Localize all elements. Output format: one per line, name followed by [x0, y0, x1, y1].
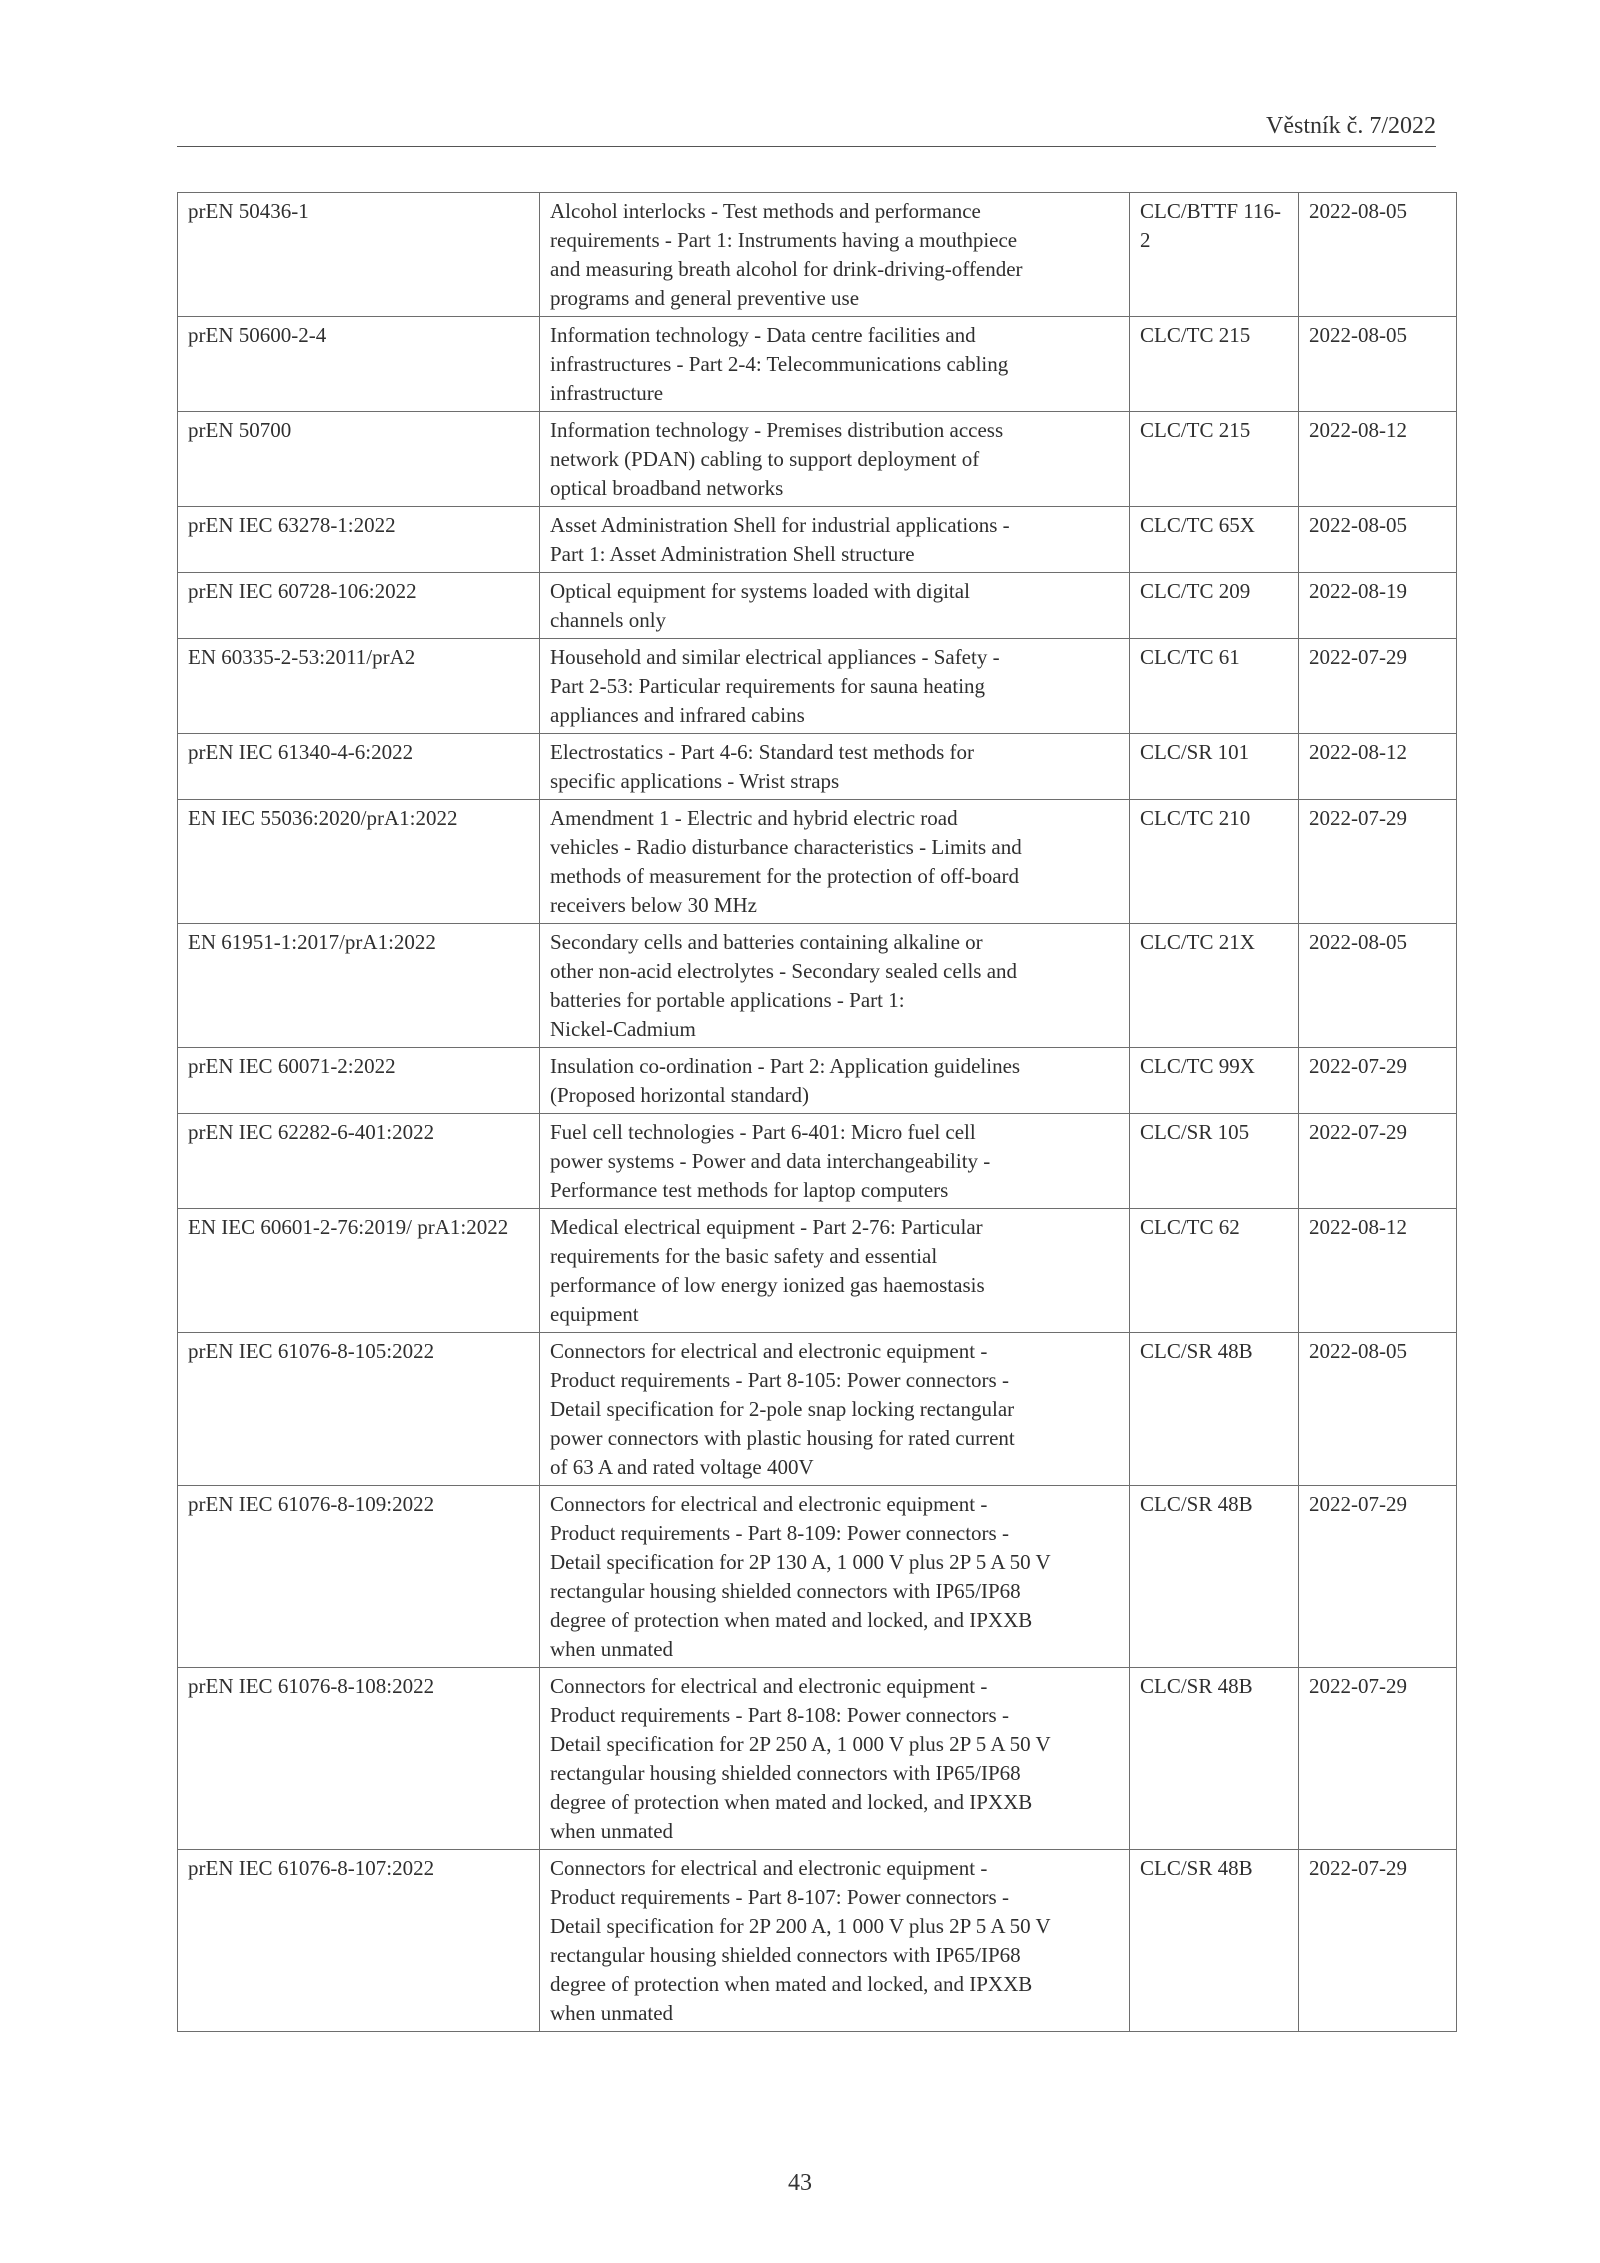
standard-code: prEN 50700 — [178, 412, 540, 507]
standard-title-line: rectangular housing shielded connectors with IP65/IP68 — [550, 1579, 1021, 1603]
standard-title-line: rectangular housing shielded connectors with IP65/IP68 — [550, 1943, 1021, 1967]
standard-title-line: infrastructure — [550, 381, 664, 405]
standard-code: prEN IEC 61340-4-6:2022 — [178, 734, 540, 800]
standard-code: prEN IEC 62282-6-401:2022 — [178, 1114, 540, 1209]
standard-title-line: appliances and infrared cabins — [550, 703, 805, 727]
standard-title-line: performance of low energy ionized gas haemostasis — [550, 1273, 985, 1297]
standard-title-line: channels only — [550, 608, 667, 632]
standard-title-line: requirements for the basic safety and essential — [550, 1244, 938, 1268]
comment-deadline: 2022-08-12 — [1299, 412, 1457, 507]
comment-deadline: 2022-07-29 — [1299, 1486, 1457, 1668]
standard-title-line: Nickel-Cadmium — [550, 1017, 696, 1041]
standard-title-line: Connectors for electrical and electronic equipment - — [550, 1492, 988, 1516]
standard-title-line: Detail specification for 2P 200 A, 1 000 V plus 2P 5 A 50 V — [550, 1914, 1051, 1938]
standard-title — [540, 193, 1130, 317]
standard-title — [540, 1486, 1130, 1668]
technical-committee: CLC/SR 101 — [1130, 734, 1299, 800]
standard-title-line: Detail specification for 2P 130 A, 1 000 V plus 2P 5 A 50 V — [550, 1550, 1051, 1574]
standard-title-line: Asset Administration Shell for industrial applications - — [550, 513, 1010, 537]
page-header — [177, 112, 1436, 147]
standard-title-line: Product requirements - Part 8-107: Power connectors - — [550, 1885, 1009, 1909]
standard-title-line: Part 1: Asset Administration Shell structure — [550, 542, 915, 566]
standard-title — [540, 734, 1130, 800]
technical-committee: CLC/SR 48B — [1130, 1486, 1299, 1668]
standard-code: prEN IEC 63278-1:2022 — [178, 507, 540, 573]
technical-committee: CLC/TC 62 — [1130, 1209, 1299, 1333]
standard-title-line: rectangular housing shielded connectors with IP65/IP68 — [550, 1761, 1021, 1785]
table-row — [178, 573, 1457, 639]
standard-code: prEN IEC 61076-8-105:2022 — [178, 1333, 540, 1486]
standard-title-line: and measuring breath alcohol for drink-driving-offender — [550, 257, 1023, 281]
standard-title-line: of 63 A and rated voltage 400V — [550, 1455, 814, 1479]
table-row — [178, 1850, 1457, 2032]
standard-title-line: network (PDAN) cabling to support deployment of — [550, 447, 980, 471]
standard-title-line: degree of protection when mated and locked, and IPXXB — [550, 1608, 1033, 1632]
standard-title-line: Performance test methods for laptop computers — [550, 1178, 949, 1202]
standard-title-line: Electrostatics - Part 4-6: Standard test methods for — [550, 740, 974, 764]
technical-committee: CLC/TC 61 — [1130, 639, 1299, 734]
standard-title — [540, 1048, 1130, 1114]
standard-title — [540, 800, 1130, 924]
comment-deadline: 2022-08-05 — [1299, 924, 1457, 1048]
comment-deadline: 2022-08-12 — [1299, 734, 1457, 800]
standard-title-line: degree of protection when mated and locked, and IPXXB — [550, 1972, 1033, 1996]
standard-title — [540, 1114, 1130, 1209]
table-row — [178, 193, 1457, 317]
comment-deadline: 2022-08-12 — [1299, 1209, 1457, 1333]
standard-title-line: vehicles - Radio disturbance characteristics - Limits and — [550, 835, 1022, 859]
technical-committee: CLC/TC 215 — [1130, 317, 1299, 412]
standard-title-line: Connectors for electrical and electronic equipment - — [550, 1856, 988, 1880]
standard-title-line: specific applications - Wrist straps — [550, 769, 840, 793]
standard-code: prEN 50436-1 — [178, 193, 540, 317]
table-row — [178, 1668, 1457, 1850]
standard-code: EN IEC 60601-2-76:2019/ prA1:2022 — [178, 1209, 540, 1333]
table-row — [178, 507, 1457, 573]
standard-title — [540, 924, 1130, 1048]
table-row — [178, 412, 1457, 507]
standard-title-line: Fuel cell technologies - Part 6-401: Micro fuel cell — [550, 1120, 976, 1144]
standard-code: prEN IEC 60728-106:2022 — [178, 573, 540, 639]
standard-title-line: Secondary cells and batteries containing alkaline or — [550, 930, 983, 954]
standard-title-line: Detail specification for 2P 250 A, 1 000 V plus 2P 5 A 50 V — [550, 1732, 1051, 1756]
standard-title-line: Detail specification for 2-pole snap locking rectangular — [550, 1397, 1015, 1421]
comment-deadline: 2022-07-29 — [1299, 1668, 1457, 1850]
table-row — [178, 1486, 1457, 1668]
standard-title-line: Optical equipment for systems loaded with digital — [550, 579, 970, 603]
comment-deadline: 2022-07-29 — [1299, 1114, 1457, 1209]
technical-committee: CLC/SR 105 — [1130, 1114, 1299, 1209]
standard-title — [540, 573, 1130, 639]
technical-committee: CLC/TC 21X — [1130, 924, 1299, 1048]
standard-title-line: Alcohol interlocks - Test methods and performance — [550, 199, 981, 223]
standard-title-line: Amendment 1 - Electric and hybrid electric road — [550, 806, 958, 830]
table-row — [178, 1333, 1457, 1486]
technical-committee: CLC/TC 210 — [1130, 800, 1299, 924]
technical-committee: CLC/TC 209 — [1130, 573, 1299, 639]
standard-title-line: optical broadband networks — [550, 476, 784, 500]
standard-title-line: Information technology - Premises distribution access — [550, 418, 1004, 442]
table-row — [178, 639, 1457, 734]
table-row — [178, 924, 1457, 1048]
standard-title-line: requirements - Part 1: Instruments having a mouthpiece — [550, 228, 1018, 252]
standard-code: prEN IEC 61076-8-107:2022 — [178, 1850, 540, 2032]
standard-title-line: (Proposed horizontal standard) — [550, 1083, 809, 1107]
technical-committee: CLC/TC 99X — [1130, 1048, 1299, 1114]
standard-title — [540, 1668, 1130, 1850]
standard-code: EN 60335-2-53:2011/prA2 — [178, 639, 540, 734]
standard-title-line: when unmated — [550, 2001, 674, 2025]
comment-deadline: 2022-08-05 — [1299, 317, 1457, 412]
standard-title-line: Product requirements - Part 8-108: Power connectors - — [550, 1703, 1009, 1727]
standard-title — [540, 507, 1130, 573]
standard-title-line: batteries for portable applications - Part 1: — [550, 988, 905, 1012]
standard-title-line: Insulation co-ordination - Part 2: Application guidelines — [550, 1054, 1021, 1078]
standard-title — [540, 1850, 1130, 2032]
standard-title — [540, 317, 1130, 412]
standard-title-line: programs and general preventive use — [550, 286, 860, 310]
page-number: 43 — [788, 2170, 812, 2196]
table-row — [178, 317, 1457, 412]
standard-title-line: Connectors for electrical and electronic equipment - — [550, 1339, 988, 1363]
standard-title-line: infrastructures - Part 2-4: Telecommunications cabling — [550, 352, 1009, 376]
table-row — [178, 1048, 1457, 1114]
standards-table-body — [178, 193, 1457, 2032]
standard-code: EN IEC 55036:2020/prA1:2022 — [178, 800, 540, 924]
standard-title-line: when unmated — [550, 1637, 674, 1661]
comment-deadline: 2022-08-19 — [1299, 573, 1457, 639]
table-row — [178, 1114, 1457, 1209]
publication-title: Věstník č. 7/2022 — [1266, 113, 1436, 139]
standard-title-line: when unmated — [550, 1819, 674, 1843]
technical-committee: CLC/SR 48B — [1130, 1850, 1299, 2032]
standard-title-line: methods of measurement for the protection of off-board — [550, 864, 1020, 888]
standard-title — [540, 1333, 1130, 1486]
standard-title-line: equipment — [550, 1302, 639, 1326]
standard-title — [540, 639, 1130, 734]
standard-code: prEN IEC 61076-8-108:2022 — [178, 1668, 540, 1850]
standards-table — [177, 192, 1457, 2032]
standard-title-line: Household and similar electrical appliances - Safety - — [550, 645, 1000, 669]
table-row — [178, 1209, 1457, 1333]
technical-committee: CLC/SR 48B — [1130, 1668, 1299, 1850]
standard-code: prEN IEC 61076-8-109:2022 — [178, 1486, 540, 1668]
comment-deadline: 2022-08-05 — [1299, 507, 1457, 573]
standard-code: prEN IEC 60071-2:2022 — [178, 1048, 540, 1114]
standard-title-line: Part 2-53: Particular requirements for sauna heating — [550, 674, 986, 698]
standard-title-line: receivers below 30 MHz — [550, 893, 758, 917]
standard-title-line: Medical electrical equipment - Part 2-76: Particular — [550, 1215, 983, 1239]
standard-title-line: Information technology - Data centre facilities and — [550, 323, 976, 347]
standard-title-line: power connectors with plastic housing for rated current — [550, 1426, 1015, 1450]
comment-deadline: 2022-07-29 — [1299, 1048, 1457, 1114]
comment-deadline: 2022-07-29 — [1299, 639, 1457, 734]
standard-title — [540, 1209, 1130, 1333]
standard-title-line: power systems - Power and data interchangeability - — [550, 1149, 991, 1173]
table-row — [178, 734, 1457, 800]
standard-title-line: Product requirements - Part 8-105: Power connectors - — [550, 1368, 1009, 1392]
standard-title-line: degree of protection when mated and locked, and IPXXB — [550, 1790, 1033, 1814]
standard-title — [540, 412, 1130, 507]
comment-deadline: 2022-08-05 — [1299, 193, 1457, 317]
standard-title-line: Connectors for electrical and electronic equipment - — [550, 1674, 988, 1698]
standard-title-line: Product requirements - Part 8-109: Power connectors - — [550, 1521, 1009, 1545]
standard-code: EN 61951-1:2017/prA1:2022 — [178, 924, 540, 1048]
technical-committee: CLC/TC 65X — [1130, 507, 1299, 573]
technical-committee: CLC/TC 215 — [1130, 412, 1299, 507]
standard-code: prEN 50600-2-4 — [178, 317, 540, 412]
table-row — [178, 800, 1457, 924]
technical-committee: CLC/SR 48B — [1130, 1333, 1299, 1486]
comment-deadline: 2022-07-29 — [1299, 800, 1457, 924]
comment-deadline: 2022-08-05 — [1299, 1333, 1457, 1486]
comment-deadline: 2022-07-29 — [1299, 1850, 1457, 2032]
technical-committee: CLC/BTTF 116-2 — [1130, 193, 1299, 317]
standard-title-line: other non-acid electrolytes - Secondary sealed cells and — [550, 959, 1018, 983]
